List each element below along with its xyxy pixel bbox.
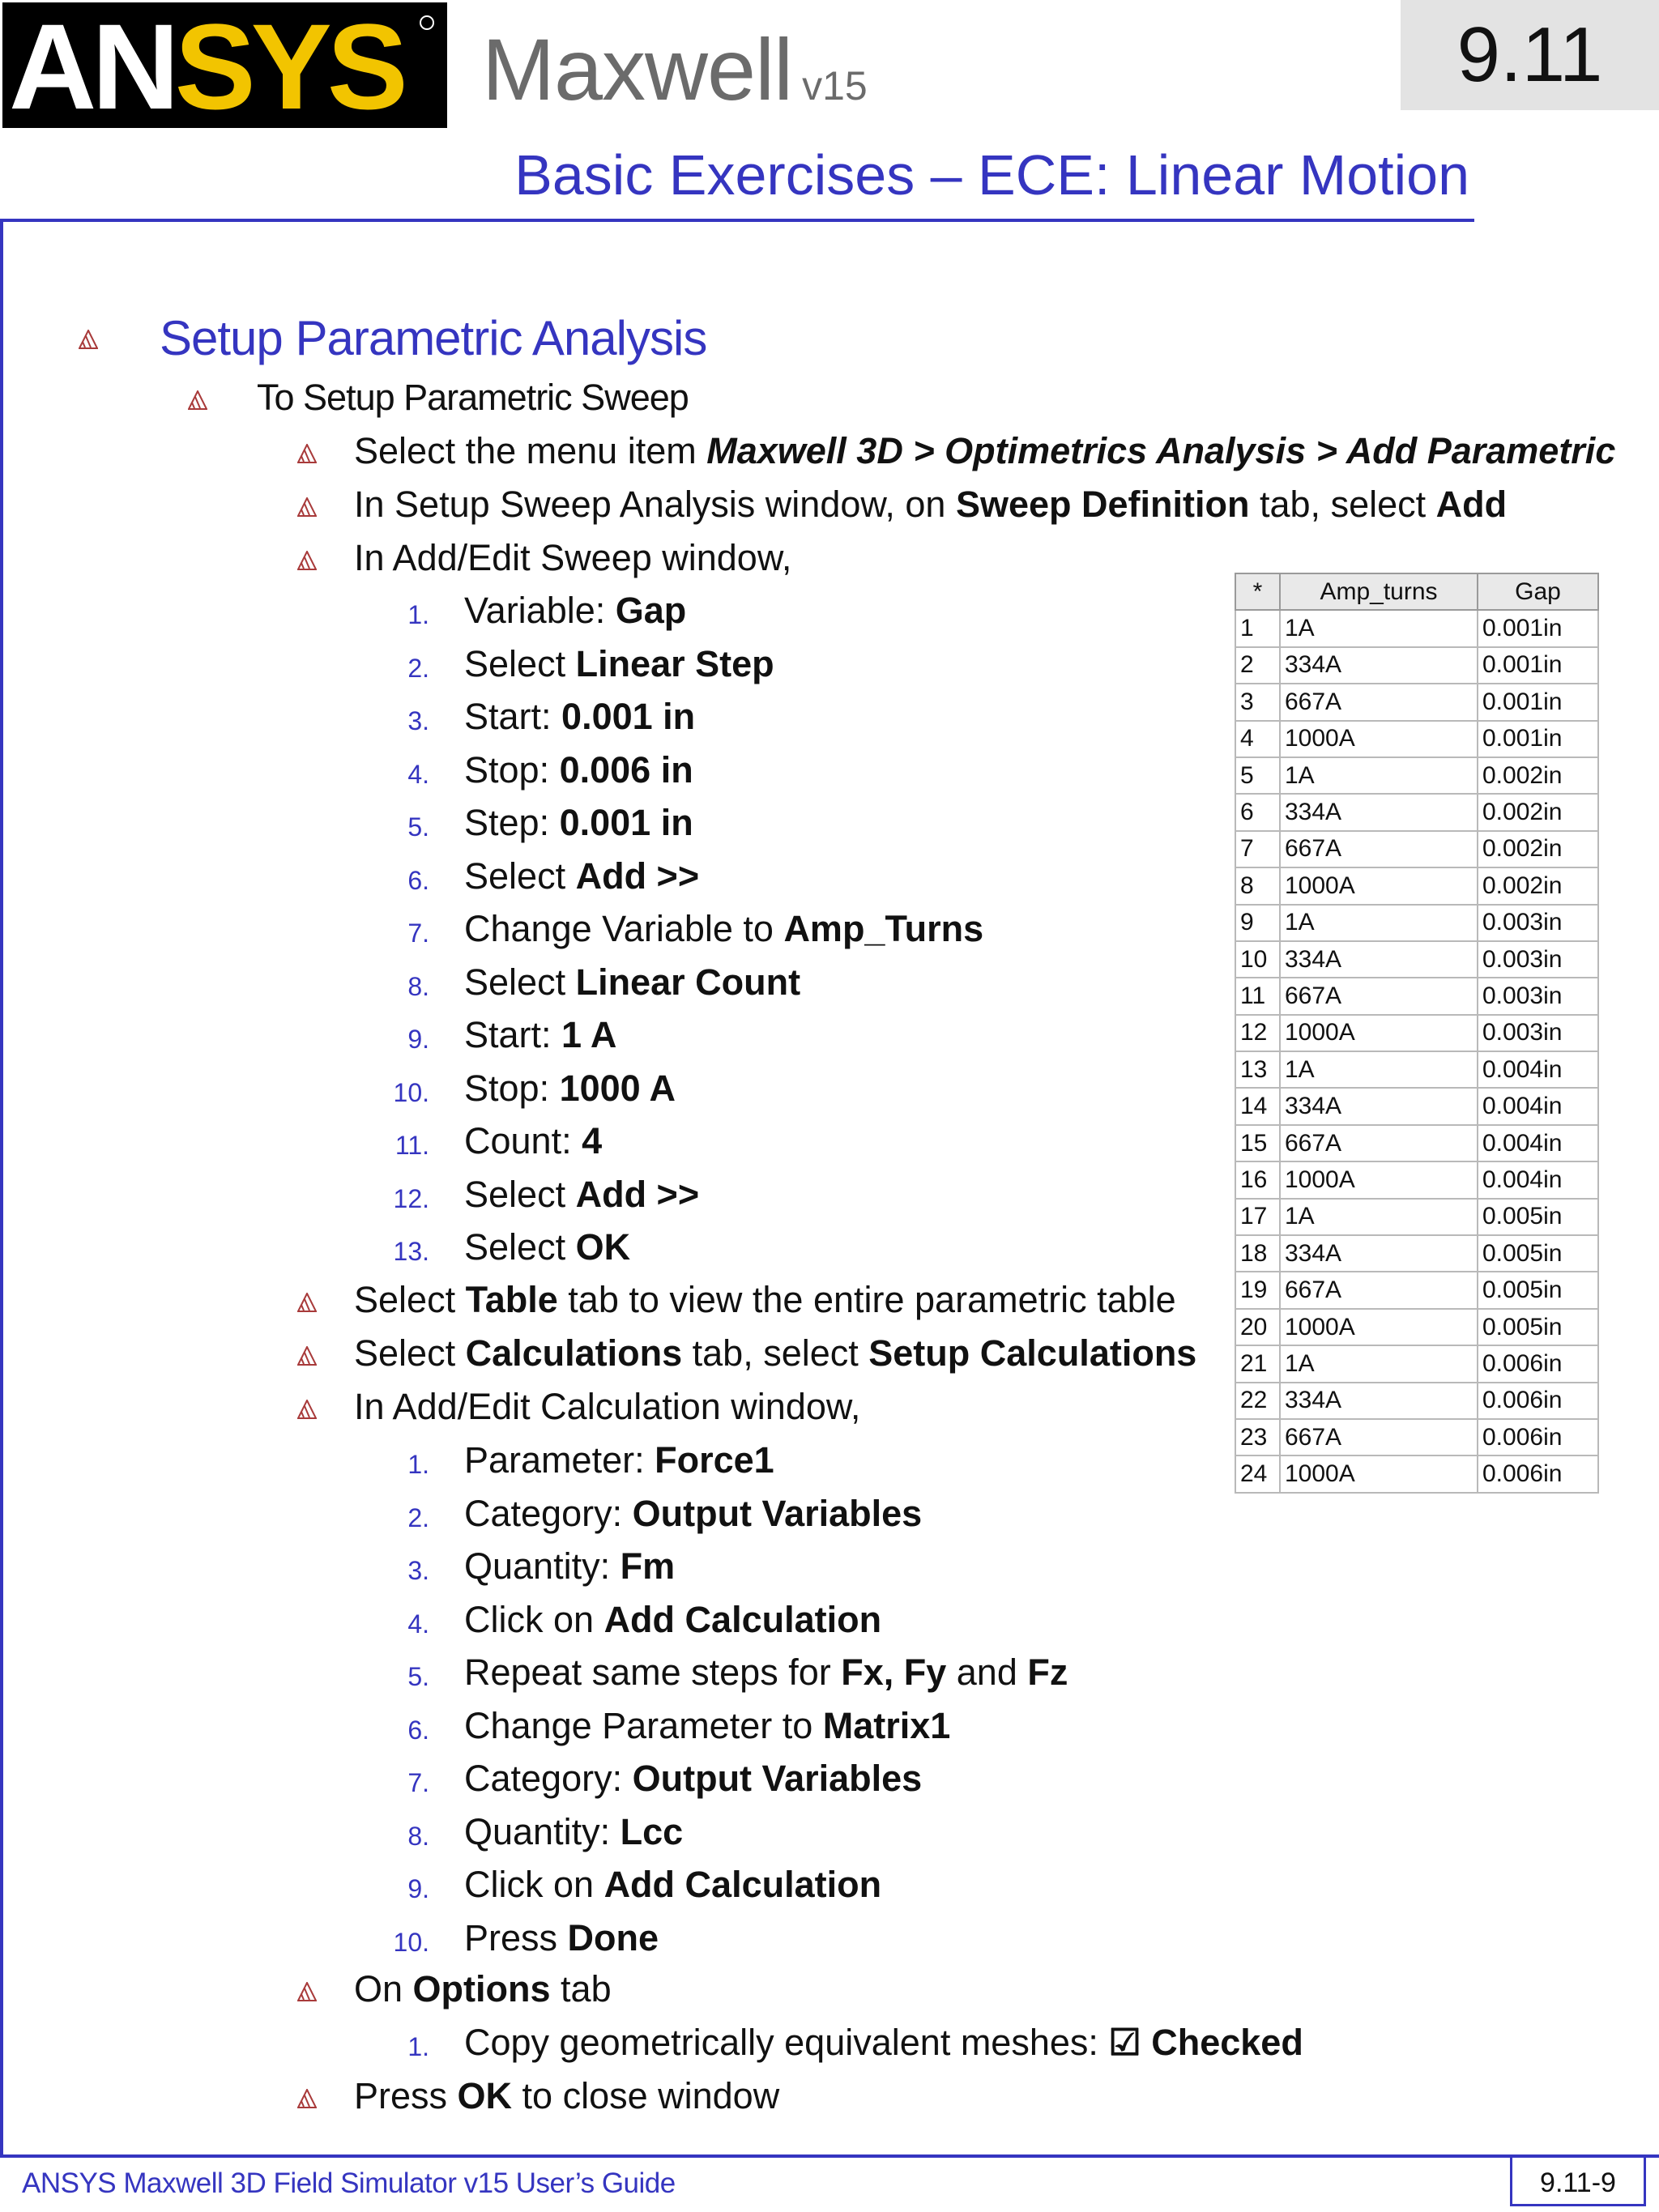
row-index-cell: 24	[1235, 1455, 1280, 1492]
amp-turns-cell: 334A	[1280, 1383, 1478, 1419]
step-value: Output Variables	[632, 1492, 923, 1534]
gap-cell: 0.004in	[1478, 1125, 1598, 1161]
step-number: 12.	[393, 1183, 429, 1213]
step-value: Matrix1	[822, 1704, 951, 1746]
footer-rule	[0, 2154, 1659, 2158]
table-header-cell: *	[1235, 573, 1280, 610]
step-number: 6.	[407, 865, 429, 895]
step-number: 7.	[407, 1768, 429, 1797]
numbered-step	[464, 1598, 881, 1642]
numbered-step	[464, 801, 693, 845]
row-index-cell: 8	[1235, 867, 1280, 904]
amp-turns-cell: 1A	[1280, 1199, 1478, 1235]
step-value: Lcc	[620, 1810, 684, 1852]
registered-mark-icon	[420, 15, 434, 30]
step-number: 3.	[407, 706, 429, 735]
table-row	[1235, 1015, 1598, 1051]
step-text: and	[946, 1652, 1028, 1693]
subsection-heading: To Setup Parametric Sweep	[257, 377, 689, 418]
row-index-cell: 9	[1235, 905, 1280, 941]
step-value: ☑ Checked	[1108, 2022, 1303, 2063]
step-number: 2.	[407, 1502, 429, 1532]
step-text: tab, select	[682, 1332, 869, 1374]
amp-turns-cell: 667A	[1280, 684, 1478, 720]
step-emphasis: Options	[412, 1968, 551, 2010]
amp-turns-cell: 1000A	[1280, 1309, 1478, 1345]
footer-page-number: 9.11-9	[1540, 2167, 1616, 2198]
step-value: Fz	[1027, 1652, 1068, 1693]
numbered-step	[464, 1013, 616, 1057]
step-text: Step:	[464, 802, 560, 843]
table-row	[1235, 831, 1598, 867]
step-value: Add Calculation	[603, 1598, 882, 1640]
step-menu-item	[354, 429, 1615, 473]
step-text: Copy geometrically equivalent meshes:	[464, 2022, 1109, 2063]
gap-cell: 0.006in	[1478, 1383, 1598, 1419]
step-text: Start:	[464, 1014, 562, 1055]
section-heading: Setup Parametric Analysis	[160, 311, 707, 365]
table-row	[1235, 1125, 1598, 1161]
gap-cell: 0.001in	[1478, 721, 1598, 757]
row-index-cell: 6	[1235, 794, 1280, 830]
bullet-icon	[297, 1346, 317, 1366]
gap-cell: 0.006in	[1478, 1419, 1598, 1455]
step-value: 0.001 in	[559, 802, 693, 843]
product-name: Maxwell	[482, 20, 793, 118]
gap-cell: 0.001in	[1478, 610, 1598, 646]
step-value: Add Calculation	[603, 1864, 882, 1905]
step-number: 1.	[407, 2032, 429, 2061]
bullet-icon	[297, 551, 317, 570]
numbered-step	[464, 1225, 630, 1269]
gap-cell: 0.002in	[1478, 831, 1598, 867]
row-index-cell: 15	[1235, 1125, 1280, 1161]
step-text: tab	[550, 1968, 612, 2010]
row-index-cell: 1	[1235, 610, 1280, 646]
chapter-box	[1401, 0, 1659, 110]
gap-cell: 0.005in	[1478, 1235, 1598, 1272]
menu-path: Maxwell 3D > Optimetrics Analysis > Add Parametric	[706, 430, 1616, 471]
amp-turns-cell: 667A	[1280, 1419, 1478, 1455]
numbered-step	[464, 1173, 699, 1217]
parametric-sweep-table	[1235, 573, 1599, 1494]
step-number: 9.	[407, 1874, 429, 1903]
step-value: Add >>	[575, 855, 700, 897]
step-text: In Setup Sweep Analysis window, on	[354, 484, 956, 525]
amp-turns-cell: 667A	[1280, 1272, 1478, 1308]
step-number: 6.	[407, 1715, 429, 1745]
step-value: Add >>	[575, 1173, 700, 1215]
table-row	[1235, 610, 1598, 646]
step-value: Fm	[620, 1545, 676, 1587]
gap-cell: 0.002in	[1478, 757, 1598, 794]
product-title	[482, 21, 868, 118]
gap-cell: 0.005in	[1478, 1309, 1598, 1345]
step-number: 8.	[407, 971, 429, 1001]
step-table-tab	[354, 1278, 1176, 1322]
logo-text-sys: SYS	[174, 2, 403, 128]
step-emphasis: Setup Calculations	[868, 1332, 1197, 1374]
row-index-cell: 23	[1235, 1419, 1280, 1455]
numbered-step	[464, 695, 695, 739]
step-value: Linear Step	[575, 642, 774, 684]
table-row	[1235, 1088, 1598, 1124]
bullet-icon	[297, 497, 317, 517]
step-number: 13.	[393, 1237, 429, 1266]
gap-cell: 0.006in	[1478, 1455, 1598, 1492]
table-row	[1235, 684, 1598, 720]
amp-turns-cell: 1000A	[1280, 867, 1478, 904]
step-number: 4.	[407, 1609, 429, 1639]
gap-cell: 0.003in	[1478, 941, 1598, 978]
step-number: 7.	[407, 918, 429, 948]
numbered-step	[464, 1067, 676, 1110]
step-options-tab	[354, 1967, 612, 2011]
table-row	[1235, 647, 1598, 684]
step-text: On	[354, 1968, 413, 2010]
step-value: Fx, Fy	[841, 1652, 947, 1693]
table-row	[1235, 1161, 1598, 1198]
bullet-icon	[79, 330, 98, 349]
table-row	[1235, 721, 1598, 757]
numbered-step	[464, 2021, 1303, 2065]
step-number: 5.	[407, 1662, 429, 1691]
step-value: OK	[575, 1226, 631, 1268]
row-index-cell: 4	[1235, 721, 1280, 757]
row-index-cell: 18	[1235, 1235, 1280, 1272]
gap-cell: 0.005in	[1478, 1272, 1598, 1308]
table-row	[1235, 978, 1598, 1014]
step-value: 0.001 in	[561, 696, 696, 737]
gap-cell: 0.006in	[1478, 1345, 1598, 1382]
step-text: Select the menu item	[354, 430, 707, 471]
numbered-step	[464, 1704, 950, 1748]
gap-cell: 0.001in	[1478, 647, 1598, 684]
step-press-ok	[354, 2074, 779, 2118]
table-row	[1235, 1309, 1598, 1345]
step-emphasis: Table	[465, 1279, 558, 1320]
table-header-cell: Amp_turns	[1280, 573, 1478, 610]
step-calculations-tab	[354, 1332, 1196, 1375]
step-emphasis: Add	[1435, 484, 1508, 525]
amp-turns-cell: 1000A	[1280, 721, 1478, 757]
table-header-row	[1235, 573, 1598, 610]
gap-cell: 0.004in	[1478, 1088, 1598, 1124]
step-value: Linear Count	[575, 961, 801, 1003]
step-text: Start:	[464, 696, 562, 737]
row-index-cell: 16	[1235, 1161, 1280, 1198]
step-text: Stop:	[464, 1067, 560, 1109]
step-text: Quantity:	[464, 1545, 621, 1587]
step-number: 9.	[407, 1025, 429, 1054]
step-value: Gap	[615, 590, 687, 631]
step-number: 10.	[393, 1927, 429, 1957]
numbered-step	[464, 1545, 675, 1588]
numbered-step	[464, 1438, 774, 1482]
amp-turns-cell: 334A	[1280, 647, 1478, 684]
step-text: Category:	[464, 1492, 633, 1534]
gap-cell: 0.004in	[1478, 1051, 1598, 1088]
table-header-cell: Gap	[1478, 573, 1598, 610]
step-text: Category:	[464, 1758, 633, 1799]
amp-turns-cell: 1A	[1280, 905, 1478, 941]
gap-cell: 0.002in	[1478, 794, 1598, 830]
bullet-icon	[297, 1293, 317, 1312]
table-row	[1235, 1272, 1598, 1308]
amp-turns-cell: 1000A	[1280, 1455, 1478, 1492]
step-text: Select	[464, 855, 576, 897]
step-text: Change Variable to	[464, 908, 784, 949]
numbered-step	[464, 1810, 683, 1854]
row-index-cell: 5	[1235, 757, 1280, 794]
step-text: Select	[464, 642, 576, 684]
step-text: Count:	[464, 1120, 582, 1161]
step-value: Amp_Turns	[783, 908, 984, 949]
step-emphasis: Sweep Definition	[955, 484, 1250, 525]
amp-turns-cell: 667A	[1280, 831, 1478, 867]
amp-turns-cell: 1A	[1280, 610, 1478, 646]
step-emphasis: OK	[457, 2075, 513, 2116]
step-text: Variable:	[464, 590, 616, 631]
gap-cell: 0.001in	[1478, 684, 1598, 720]
step-text: tab, select	[1249, 484, 1436, 525]
amp-turns-cell: 1A	[1280, 757, 1478, 794]
table-row	[1235, 1345, 1598, 1382]
step-text: Quantity:	[464, 1810, 621, 1852]
step-text: Stop:	[464, 748, 560, 791]
step-value: 1000 A	[559, 1067, 676, 1109]
row-index-cell: 11	[1235, 978, 1280, 1014]
step-add-edit-calculation: In Add/Edit Calculation window,	[354, 1386, 861, 1427]
table-row	[1235, 757, 1598, 794]
step-text: tab to view the entire parametric table	[557, 1279, 1176, 1320]
logo-text-an: AN	[9, 2, 175, 128]
chapter-number: 9.11	[1456, 11, 1603, 98]
table-row	[1235, 905, 1598, 941]
row-index-cell: 19	[1235, 1272, 1280, 1308]
amp-turns-cell: 1A	[1280, 1051, 1478, 1088]
row-index-cell: 7	[1235, 831, 1280, 867]
amp-turns-cell: 1000A	[1280, 1015, 1478, 1051]
step-value: Force1	[655, 1439, 774, 1481]
footer-page-box	[1510, 2158, 1646, 2206]
numbered-step	[464, 855, 699, 898]
amp-turns-cell: 667A	[1280, 1125, 1478, 1161]
table-row	[1235, 1419, 1598, 1455]
step-number: 11.	[394, 1131, 429, 1160]
numbered-step	[464, 642, 774, 686]
step-text: Click on	[464, 1864, 604, 1905]
gap-cell: 0.002in	[1478, 867, 1598, 904]
step-value: 1 A	[561, 1014, 617, 1055]
amp-turns-cell: 667A	[1280, 978, 1478, 1014]
step-text: Select	[464, 961, 576, 1003]
numbered-step	[464, 1119, 602, 1163]
table-row	[1235, 1455, 1598, 1492]
step-text: Repeat same steps for	[464, 1652, 842, 1693]
numbered-step	[464, 1863, 881, 1907]
bullet-icon	[297, 2089, 317, 2108]
step-number: 4.	[407, 759, 429, 789]
table-row	[1235, 867, 1598, 904]
table-row	[1235, 941, 1598, 978]
gap-cell: 0.005in	[1478, 1199, 1598, 1235]
step-sweep-definition	[354, 483, 1507, 526]
row-index-cell: 13	[1235, 1051, 1280, 1088]
numbered-step	[464, 748, 693, 792]
step-value: Output Variables	[632, 1758, 923, 1799]
row-index-cell: 3	[1235, 684, 1280, 720]
step-number: 8.	[407, 1821, 429, 1851]
numbered-step	[464, 589, 686, 633]
bullet-icon	[297, 1982, 317, 2001]
step-number: 3.	[407, 1556, 429, 1585]
amp-turns-cell: 334A	[1280, 1088, 1478, 1124]
step-value: 4	[582, 1120, 603, 1161]
product-version: v15	[802, 63, 868, 109]
bullet-icon	[188, 390, 207, 410]
row-index-cell: 2	[1235, 647, 1280, 684]
gap-cell: 0.003in	[1478, 1015, 1598, 1051]
row-index-cell: 14	[1235, 1088, 1280, 1124]
bullet-icon	[297, 444, 317, 463]
step-number: 5.	[407, 812, 429, 842]
logo-wordmark	[9, 2, 403, 128]
step-value: Done	[567, 1916, 659, 1958]
amp-turns-cell: 1000A	[1280, 1161, 1478, 1198]
row-index-cell: 17	[1235, 1199, 1280, 1235]
step-emphasis: Calculations	[465, 1332, 683, 1374]
table-row	[1235, 1383, 1598, 1419]
table-row	[1235, 794, 1598, 830]
table-row	[1235, 1235, 1598, 1272]
table-row	[1235, 1051, 1598, 1088]
amp-turns-cell: 1A	[1280, 1345, 1478, 1382]
step-text: Press	[354, 2075, 458, 2116]
gap-cell: 0.003in	[1478, 905, 1598, 941]
row-index-cell: 10	[1235, 941, 1280, 978]
step-text: Select	[464, 1173, 576, 1215]
ansys-logo	[2, 2, 447, 128]
header-rule	[0, 219, 1474, 222]
numbered-step	[464, 907, 983, 951]
row-index-cell: 22	[1235, 1383, 1280, 1419]
step-number: 10.	[393, 1077, 429, 1107]
amp-turns-cell: 334A	[1280, 941, 1478, 978]
numbered-step	[464, 961, 800, 1004]
step-add-edit-sweep: In Add/Edit Sweep window,	[354, 537, 792, 578]
step-value: 0.006 in	[559, 748, 693, 791]
footer-guide-title: ANSYS Maxwell 3D Field Simulator v15 User’s Guide	[22, 2167, 676, 2199]
step-text: Parameter:	[464, 1439, 655, 1481]
numbered-step	[464, 1916, 659, 1960]
bullet-icon	[297, 1400, 317, 1419]
step-text: to close window	[512, 2075, 780, 2116]
table-row	[1235, 1199, 1598, 1235]
page-subtitle: Basic Exercises – ECE: Linear Motion	[514, 143, 1469, 207]
step-number: 2.	[407, 653, 429, 683]
amp-turns-cell: 334A	[1280, 794, 1478, 830]
gap-cell: 0.003in	[1478, 978, 1598, 1014]
row-index-cell: 12	[1235, 1015, 1280, 1051]
numbered-step	[464, 1651, 1068, 1694]
step-number: 1.	[407, 1450, 429, 1479]
row-index-cell: 21	[1235, 1345, 1280, 1382]
step-text: Change Parameter to	[464, 1704, 823, 1746]
step-text: Select	[464, 1226, 576, 1268]
gap-cell: 0.004in	[1478, 1161, 1598, 1198]
step-text: Click on	[464, 1598, 604, 1640]
step-text: Select	[354, 1332, 466, 1374]
numbered-step	[464, 1492, 922, 1536]
step-text: Select	[354, 1279, 466, 1320]
step-number: 1.	[407, 600, 429, 629]
step-text: Press	[464, 1916, 568, 1958]
row-index-cell: 20	[1235, 1309, 1280, 1345]
left-border-rule	[0, 219, 3, 2158]
numbered-step	[464, 1757, 922, 1801]
amp-turns-cell: 334A	[1280, 1235, 1478, 1272]
